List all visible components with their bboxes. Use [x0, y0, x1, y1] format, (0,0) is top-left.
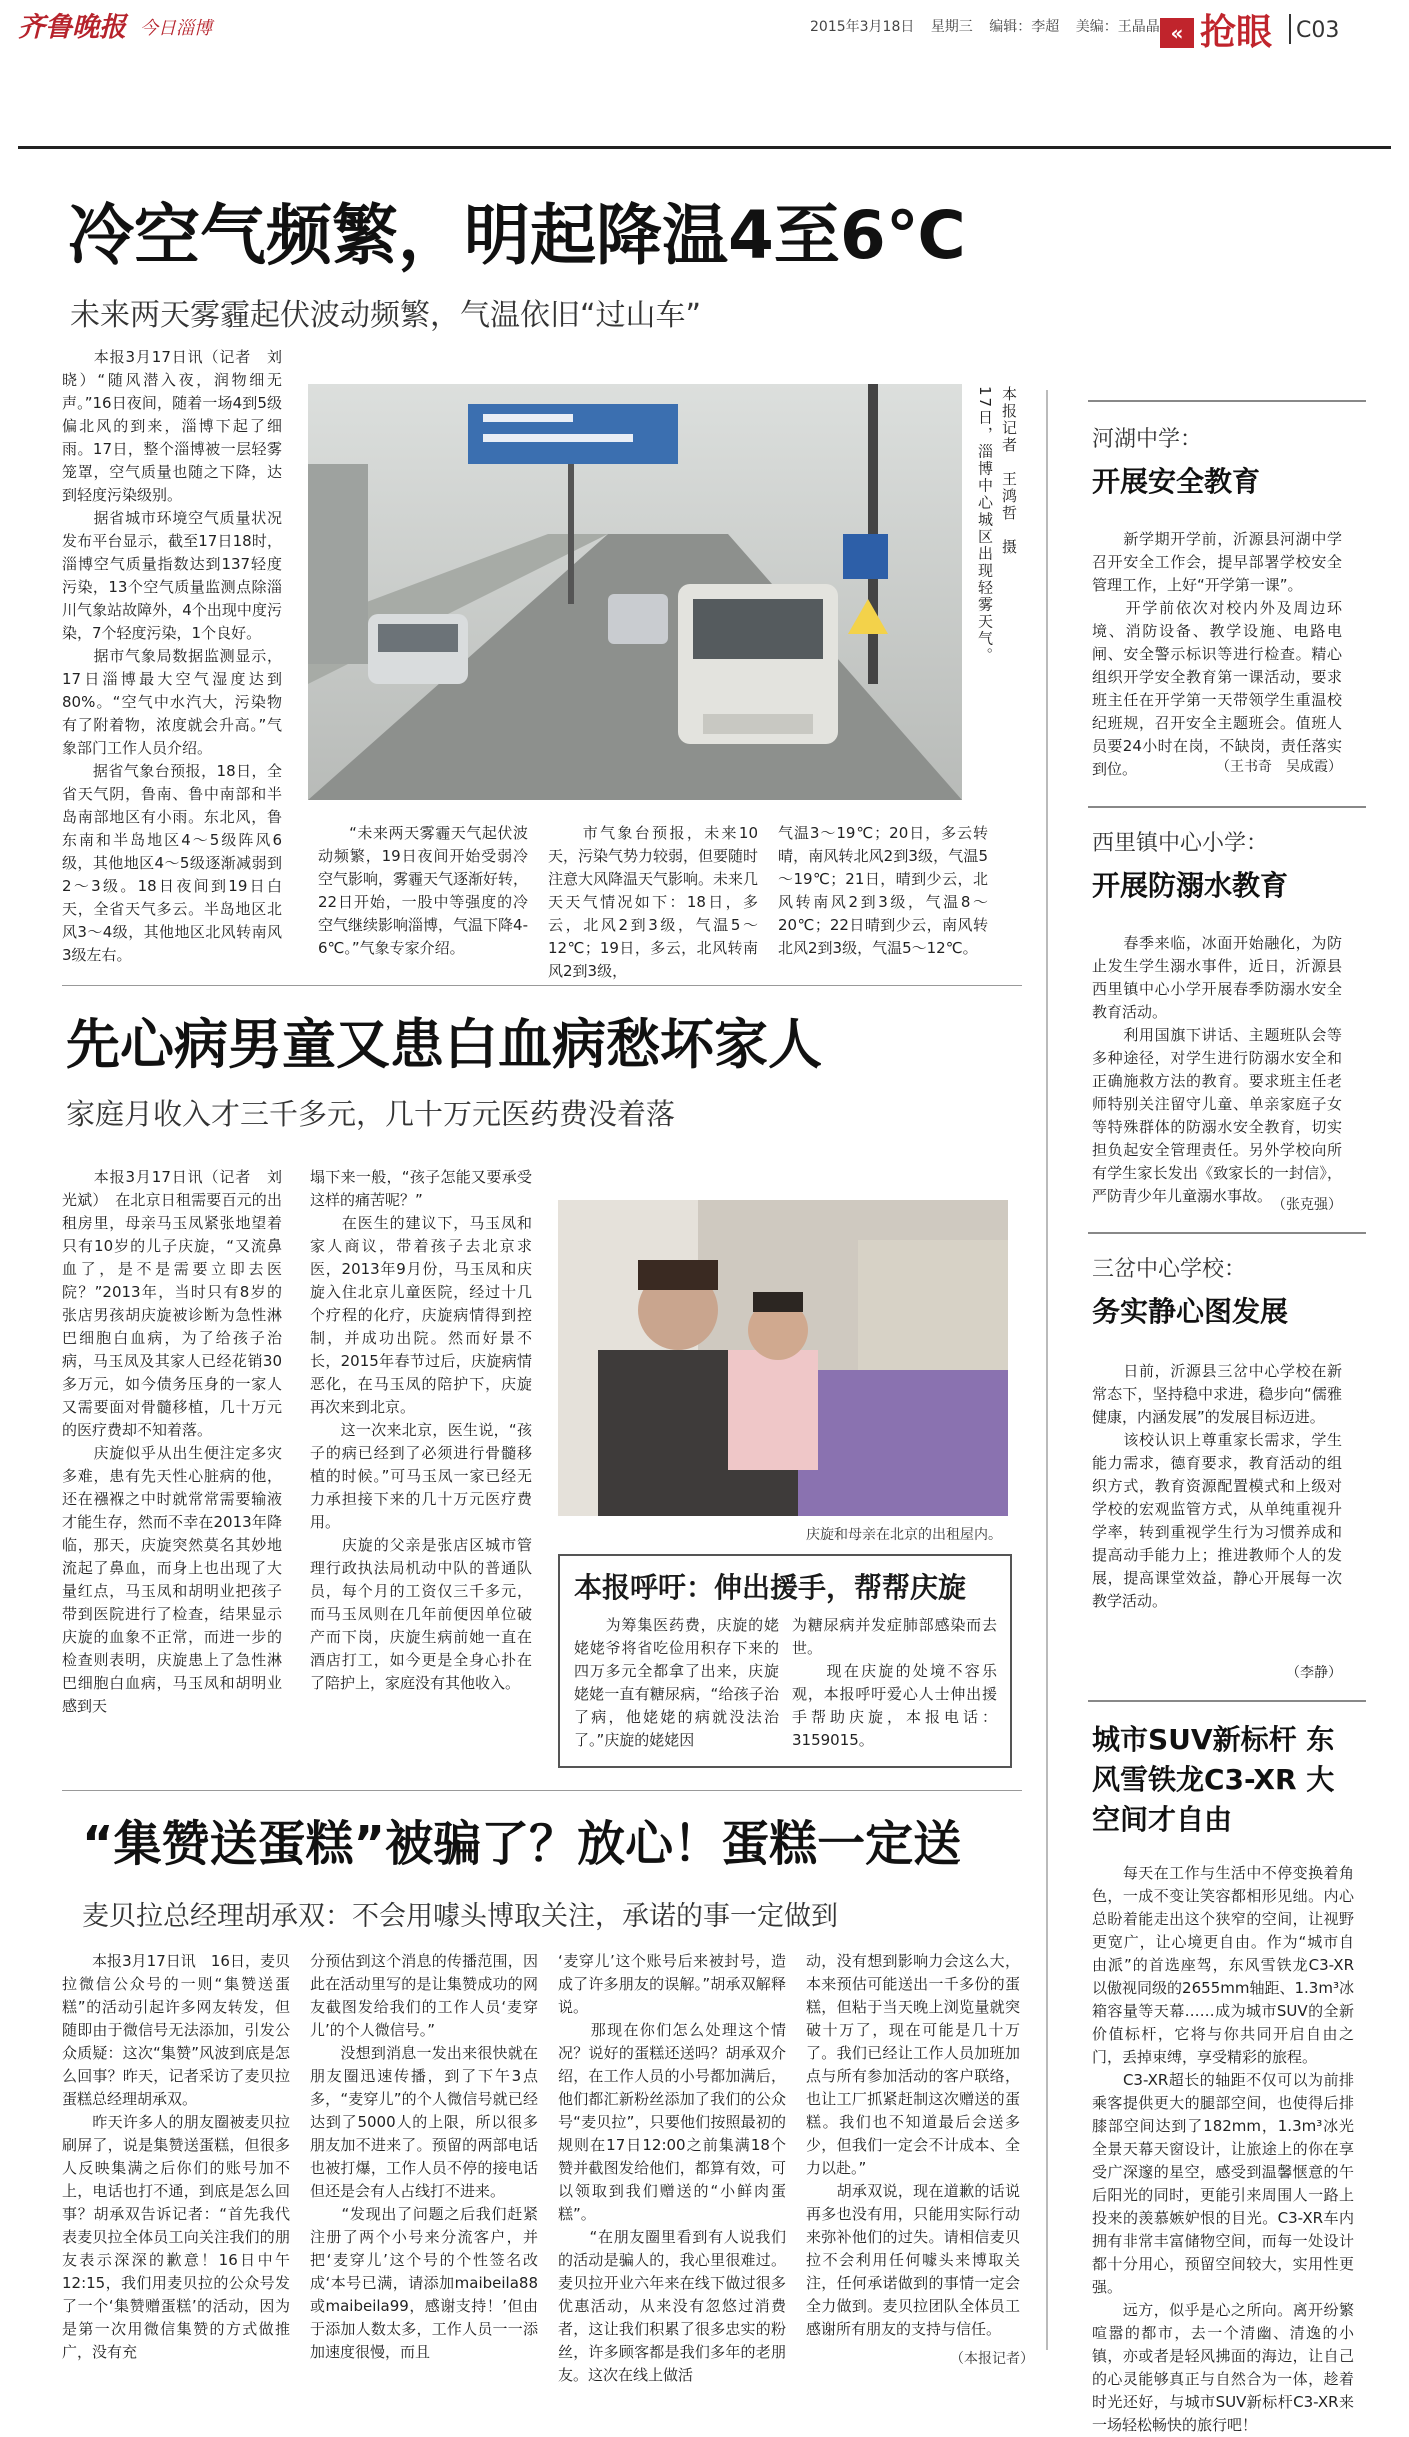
sidebar-item3-kicker: 三岔中心学校： — [1092, 1257, 1247, 1282]
article1-col2: “未来两天雾霾天气起伏波动频繁，19日夜间开始受弱冷空气影响，雾霾天气逐渐好转，22日开始，一股中等强度的冷空气继续影响淄博，气温下降4-6℃。”气象专家介绍。 — [318, 824, 529, 957]
article3-col2: 分预估到这个消息的传播范围，因此在活动里写的是让集赞成功的网友截图发给我们的工作人员‘麦穿儿’的个人微信号。” 没想到消息一发出来很快就在朋友圈迅速传播，到了下午3点多，“麦穿儿”的个人微信号就已经达到了5000人的上限，所以很多朋友加不进来了。预留的两部电话也被打爆，工作人员不停的接电话但还是会有人占线打不进来。 “发现出了问题之后我们赶紧注册了两个小号来分流客户，并把‘麦穿儿’这个号的个性签名改成‘本号已满，请添加maibeila88或maibeila99，感谢支持！’但由于添加人数太多，工作人员一一添加速度很慢，而且 — [310, 1952, 538, 2361]
section-tag — [1160, 12, 1278, 54]
sidebar-item1-credit: （王书奇 吴成霞） — [1216, 759, 1342, 775]
issue-date: 2015年3月18日 — [810, 19, 915, 35]
sidebar-item3-body: 日前，沂源县三岔中心学校在新常态下，坚持稳中求进，稳步向“儒雅健康，内涵发展”的发展目标迈进。 该校认识上尊重家长需求，学生能力需求，德育要求，教育活动的组织方式，教育资源配置模式和上级对学校的宏观监管方式，从单纯重视升学率，转到重视学生行为习惯养成和提高动手能力上；推进教师个人的发展，提高课堂效益，静心开展每一次教学活动。 — [1092, 1362, 1342, 1610]
appeal-col2: 为糖尿病并发症肺部感染而去世。 现在庆旋的处境不容乐观，本报呼吁爱心人士伸出援手帮助庆旋，本报电话：3159015。 — [792, 1616, 997, 1749]
article2-photo — [558, 1200, 1008, 1516]
article2-col2: 塌下来一般，“孩子怎能又要承受这样的痛苦呢？” 在医生的建议下，马玉凤和家人商议，带着孩子去北京求医，2013年9月份，马玉凤和庆旋入住北京儿童医院，经过十几个疗程的化疗，庆旋病情得到控制，并成功出院。然而好景不长，2015年春节过后，庆旋病情恶化，在马玉凤的陪护下，庆旋再次来到北京。 这一次来北京，医生说，“孩子的病已经到了必须进行骨髓移植的时候。”可马玉凤一家已经无力承担接下来的几十万元医疗费用。 庆旋的父亲是张店区城市管理行政执法局机动中队的普通队员，每个月的工资仅三千多元，而马玉凤则在几年前便因单位破产而下岗，庆旋生病前她一直在酒店打工，如今更是全身心扑在了陪护上，家庭没有其他收入。 — [310, 1168, 532, 1692]
appeal-title: 本报呼吁：伸出援手，帮帮庆旋 — [574, 1571, 967, 1604]
sidebar-divider — [1046, 390, 1048, 2350]
article2-col1: 本报3月17日讯（记者 刘光斌） 在北京日租需要百元的出租房里，母亲马玉凤紧张地望着只有10岁的儿子庆旋，“又流鼻血了，是不是需要立即去医院？”2013年，当时只有8岁的张店男孩胡庆旋被诊断为急性淋巴细胞白血病，为了给孩子治病，马玉凤及其家人已经花销30多万元，如今债务压身的一家人又需要面对骨髓移植，几十万元的医疗费却不知着落。 庆旋似乎从出生便注定多灾多难，患有先天性心脏病的他，还在襁褓之中时就常常需要输液才能生存，然而不幸在2013年降临，那天，庆旋突然莫名其妙地流起了鼻血，而身上也出现了大量红点，马玉凤和胡明业把孩子带到医院进行了检查，结果显示庆旋的血象不正常，而进一步的检查则表明，庆旋患上了急性淋巴细胞白血病，马玉凤和胡明业感到天 — [62, 1168, 282, 1715]
issue-meta — [810, 16, 1172, 36]
article1-subhead: 未来两天雾霾起伏波动频繁，气温依旧“过山车” — [70, 298, 702, 333]
article3-headline: “集赞送蛋糕”被骗了？放心！蛋糕一定送 — [82, 1816, 962, 1872]
sidebar-item2-body: 春季来临，冰面开始融化，为防止发生学生溺水事件，近日，沂源县西里镇中心小学开展春季防溺水安全教育活动。 利用国旗下讲话、主题班队会等多种途径，对学生进行防溺水安全和正确施救方法的教育。要求班主任老师特别关注留守儿童、单亲家庭子女等特殊群体的防溺水安全教育，切实担负起安全管理责任。另外学校向所有学生家长发出《致家长的一封信》，严防青少年儿童溺水事故。 — [1092, 934, 1342, 1205]
appeal-box — [558, 1554, 1012, 1768]
editor-credit: 编辑：李超 — [989, 19, 1060, 35]
divider — [62, 1790, 1022, 1791]
sidebar-item2-kicker: 西里镇中心小学： — [1092, 831, 1269, 856]
issue-weekday: 星期三 — [930, 19, 973, 35]
sidebar-item1-title: 开展安全教育 — [1092, 465, 1261, 498]
header-rule — [18, 146, 1391, 149]
article1-photo-credit: 本报记者 王鸿哲 摄 — [1000, 386, 1018, 556]
article1-col3: 市气象台预报，未来10天，污染气势力较弱，但要随时注意大风降温天气影响。未来几天天气情况如下：18日，多云，北风2到3级，气温5～12℃；19日，多云，北风转南风2到3级， — [548, 824, 759, 980]
article1-col4: 气温3～19℃；20日，多云转晴，南风转北风2到3级，气温5～19℃；21日，晴到少云，北风转南风2到3级，气温8～20℃；22日晴到少云，南风转北风2到3级，气温5～12℃。 — [778, 824, 988, 957]
page-number: C03 — [1296, 18, 1340, 43]
sidebar-item2-credit: （张克强） — [1272, 1197, 1342, 1213]
article2-subhead: 家庭月收入才三千多元，几十万元医药费没着落 — [66, 1097, 676, 1131]
sidebar-item4-body: 每天在工作与生活中不停变换着角色，一成不变让笑容都相形见绌。内心总盼着能走出这个狭窄的空间，让视野更宽广，让心境更自由。作为“城市自由派”的首选座驾，东风雪铁龙C3-XR以傲视同级的2655mm轴距、1.3m³冰箱容量等天幕……成为城市SUV的全新价值标杆，它将与你共同开启自由之门，丢掉束缚，享受精彩的旅程。 C3-XR超长的轴距不仅可以为前排乘客提供更大的腿部空间，也使得后排膝部空间达到了182mm，1.3m³冰光全景天幕天窗设计，让旅途上的你在享受广深邃的星空，感受到温馨惬意的午后阳光的同时，更能引来周围人一路上投来的羡慕嫉妒恨的目光。C3-XR车内拥有非常丰富储物空间，而每一处设计都十分用心，预留空间较大，实用性更强。 远方，似乎是心之所向。离开纷繁喧嚣的都市，去一个清幽、清逸的小镇，亦或者是轻风拂面的海边，让自己的心灵能够真正与自然合为一体，趁着时光还好，与城市SUV新标杆C3-XR来一场轻松畅快的旅行吧！ — [1092, 1864, 1354, 2434]
family-photo-image — [558, 1200, 1008, 1516]
sidebar-item4-title: 城市SUV新标杆 东风雪铁龙C3-XR 大空间才自由 — [1092, 1723, 1335, 1836]
article1-photo — [308, 384, 962, 800]
designer-credit: 美编：王晶晶 — [1075, 19, 1160, 35]
page-divider — [1289, 14, 1291, 44]
article3-credit: （本报记者） — [950, 2351, 1034, 2367]
foggy-street-image — [308, 384, 962, 800]
sidebar-item1-body: 新学期开学前，沂源县河湖中学召开安全工作会，提早部署学校安全管理工作，上好“开学第一课”。 开学前依次对校内外及周边环境、消防设备、教学设施、电路电闸、安全警示标识等进行检查。精心组织开学安全教育第一课活动，要求班主任在开学第一天带领学生重温校纪班规，召开安全主题班会。值班人员要24小时在岗，不缺岗，责任落实到位。 — [1092, 530, 1342, 778]
article1-col1: 本报3月17日讯（记者 刘晓）“随风潜入夜，润物细无声。”16日夜间，随着一场4到5级偏北风的到来，淄博下起了细雨。17日，整个淄博被一层轻雾笼罩，空气质量也随之下降，达到轻度污染级别。 据省城市环境空气质量状况发布平台显示，截至17日18时，淄博空气质量指数达到137轻度污染，13个空气质量监测点除淄川气象站故障外，4个出现中度污染，7个轻度污染，1个良好。 据市气象局数据监测显示，17日淄博最大空气湿度达到80%。“空气中水汽大，污染物有了附着物，浓度就会升高。”气象部门工作人员介绍。 据省气象台预报，18日，全省天气阴，鲁南、鲁中南部和半岛南部地区有小雨。东北风，鲁东南和半岛地区4～5级阵风6级，其他地区4～5级逐渐减弱到2～3级。18日夜间到19日白天，全省天气多云。半岛地区北风3～4级，其他地区北风转南风3级左右。 — [62, 348, 282, 964]
chevron-icon: « — [1160, 18, 1194, 48]
article2-headline: 先心病男童又患白血病愁坏家人 — [66, 1013, 822, 1076]
article1-photo-caption: 17日，淄博中心城区出现轻雾天气。 — [976, 386, 994, 665]
sidebar-item3-credit: （李静） — [1286, 1665, 1342, 1681]
divider — [62, 985, 1022, 986]
article3-col1: 本报3月17日讯 16日，麦贝拉微信公众号的一则“集赞送蛋糕”的活动引起许多网友转发，但随即由于微信号无法添加，引发公众质疑：这次“集赞”风波到底是怎么回事？昨天，记者采访了麦贝拉蛋糕总经理胡承双。 昨天许多人的朋友圈被麦贝拉刷屏了，说是集赞送蛋糕，但很多人反映集满之后你们的账号加不上，电话也打不通，到底是怎么回事？胡承双告诉记者：“首先我代表麦贝拉全体员工向关注我们的朋友表示深深的歉意！16日中午12:15，我们用麦贝拉的公众号发了一个‘集赞赠蛋糕’的活动，因为是第一次用微信集赞的方式做推广，没有充 — [62, 1952, 290, 2361]
article3-subhead: 麦贝拉总经理胡承双：不会用噱头博取关注，承诺的事一定做到 — [82, 1901, 838, 1932]
sidebar-rule — [1088, 400, 1366, 402]
edition-label: 今日淄博 — [140, 18, 212, 39]
appeal-col1: 为筹集医药费，庆旋的姥姥姥爷将省吃俭用积存下来的四万多元全都拿了出来，庆旋姥姥一直有糖尿病，“给孩子治了病，他姥姥的病就没法治了。”庆旋的姥姥因 — [574, 1616, 779, 1749]
article2-photo-caption: 庆旋和母亲在北京的出租屋内。 — [806, 1527, 1002, 1543]
masthead-logo: 齐鲁晚报 — [18, 12, 126, 43]
article3-col4: 动，没有想到影响力会这么大，本来预估可能送出一千多份的蛋糕，但粘于当天晚上浏览量就突破十万了，现在可能是几十万了。我们已经让工作人员加班加点与所有参加活动的客户联络，也让工厂抓紧赶制这次赠送的蛋糕。我们也不知道最后会送多少，但我们一定会不计成本、全力以赴。” 胡承双说，现在道歉的话说再多也没有用，只能用实际行动来弥补他们的过失。请相信麦贝拉不会利用任何噱头来博取关注，任何承诺做到的事情一定会全力做到。麦贝拉团队全体员工感谢所有朋友的支持与信任。 — [806, 1952, 1020, 2338]
sidebar-item3-title: 务实静心图发展 — [1092, 1295, 1289, 1328]
article1-headline: 冷空气频繁，明起降温4至6℃ — [68, 197, 966, 274]
sidebar-rule — [1088, 1700, 1366, 1702]
section-label: 抢眼 — [1200, 12, 1273, 53]
sidebar-item2-title: 开展防溺水教育 — [1092, 869, 1289, 902]
sidebar-rule — [1088, 806, 1366, 808]
sidebar-rule — [1088, 1232, 1366, 1234]
sidebar-item1-kicker: 河湖中学： — [1092, 427, 1203, 452]
article3-col3: ‘麦穿儿’这个账号后来被封号，造成了许多朋友的误解。”胡承双解释说。 那现在你们怎么处理这个情况？说好的蛋糕还送吗？胡承双介绍，在工作人员的小号都加满后，他们都汇新粉丝添加了我们的公众号“麦贝拉”，只要他们按照最初的规则在17日12:00之前集满18个赞并截图发给他们，都算有效，可以领取到我们赠送的“小鲜肉蛋糕”。 “在朋友圈里看到有人说我们的活动是骗人的，我心里很难过。麦贝拉开业六年来在线下做过很多优惠活动，从来没有忽悠过消费者，这让我们积累了很多忠实的粉丝，许多顾客都是我们多年的老朋友。这次在线上做活 — [558, 1952, 786, 2384]
